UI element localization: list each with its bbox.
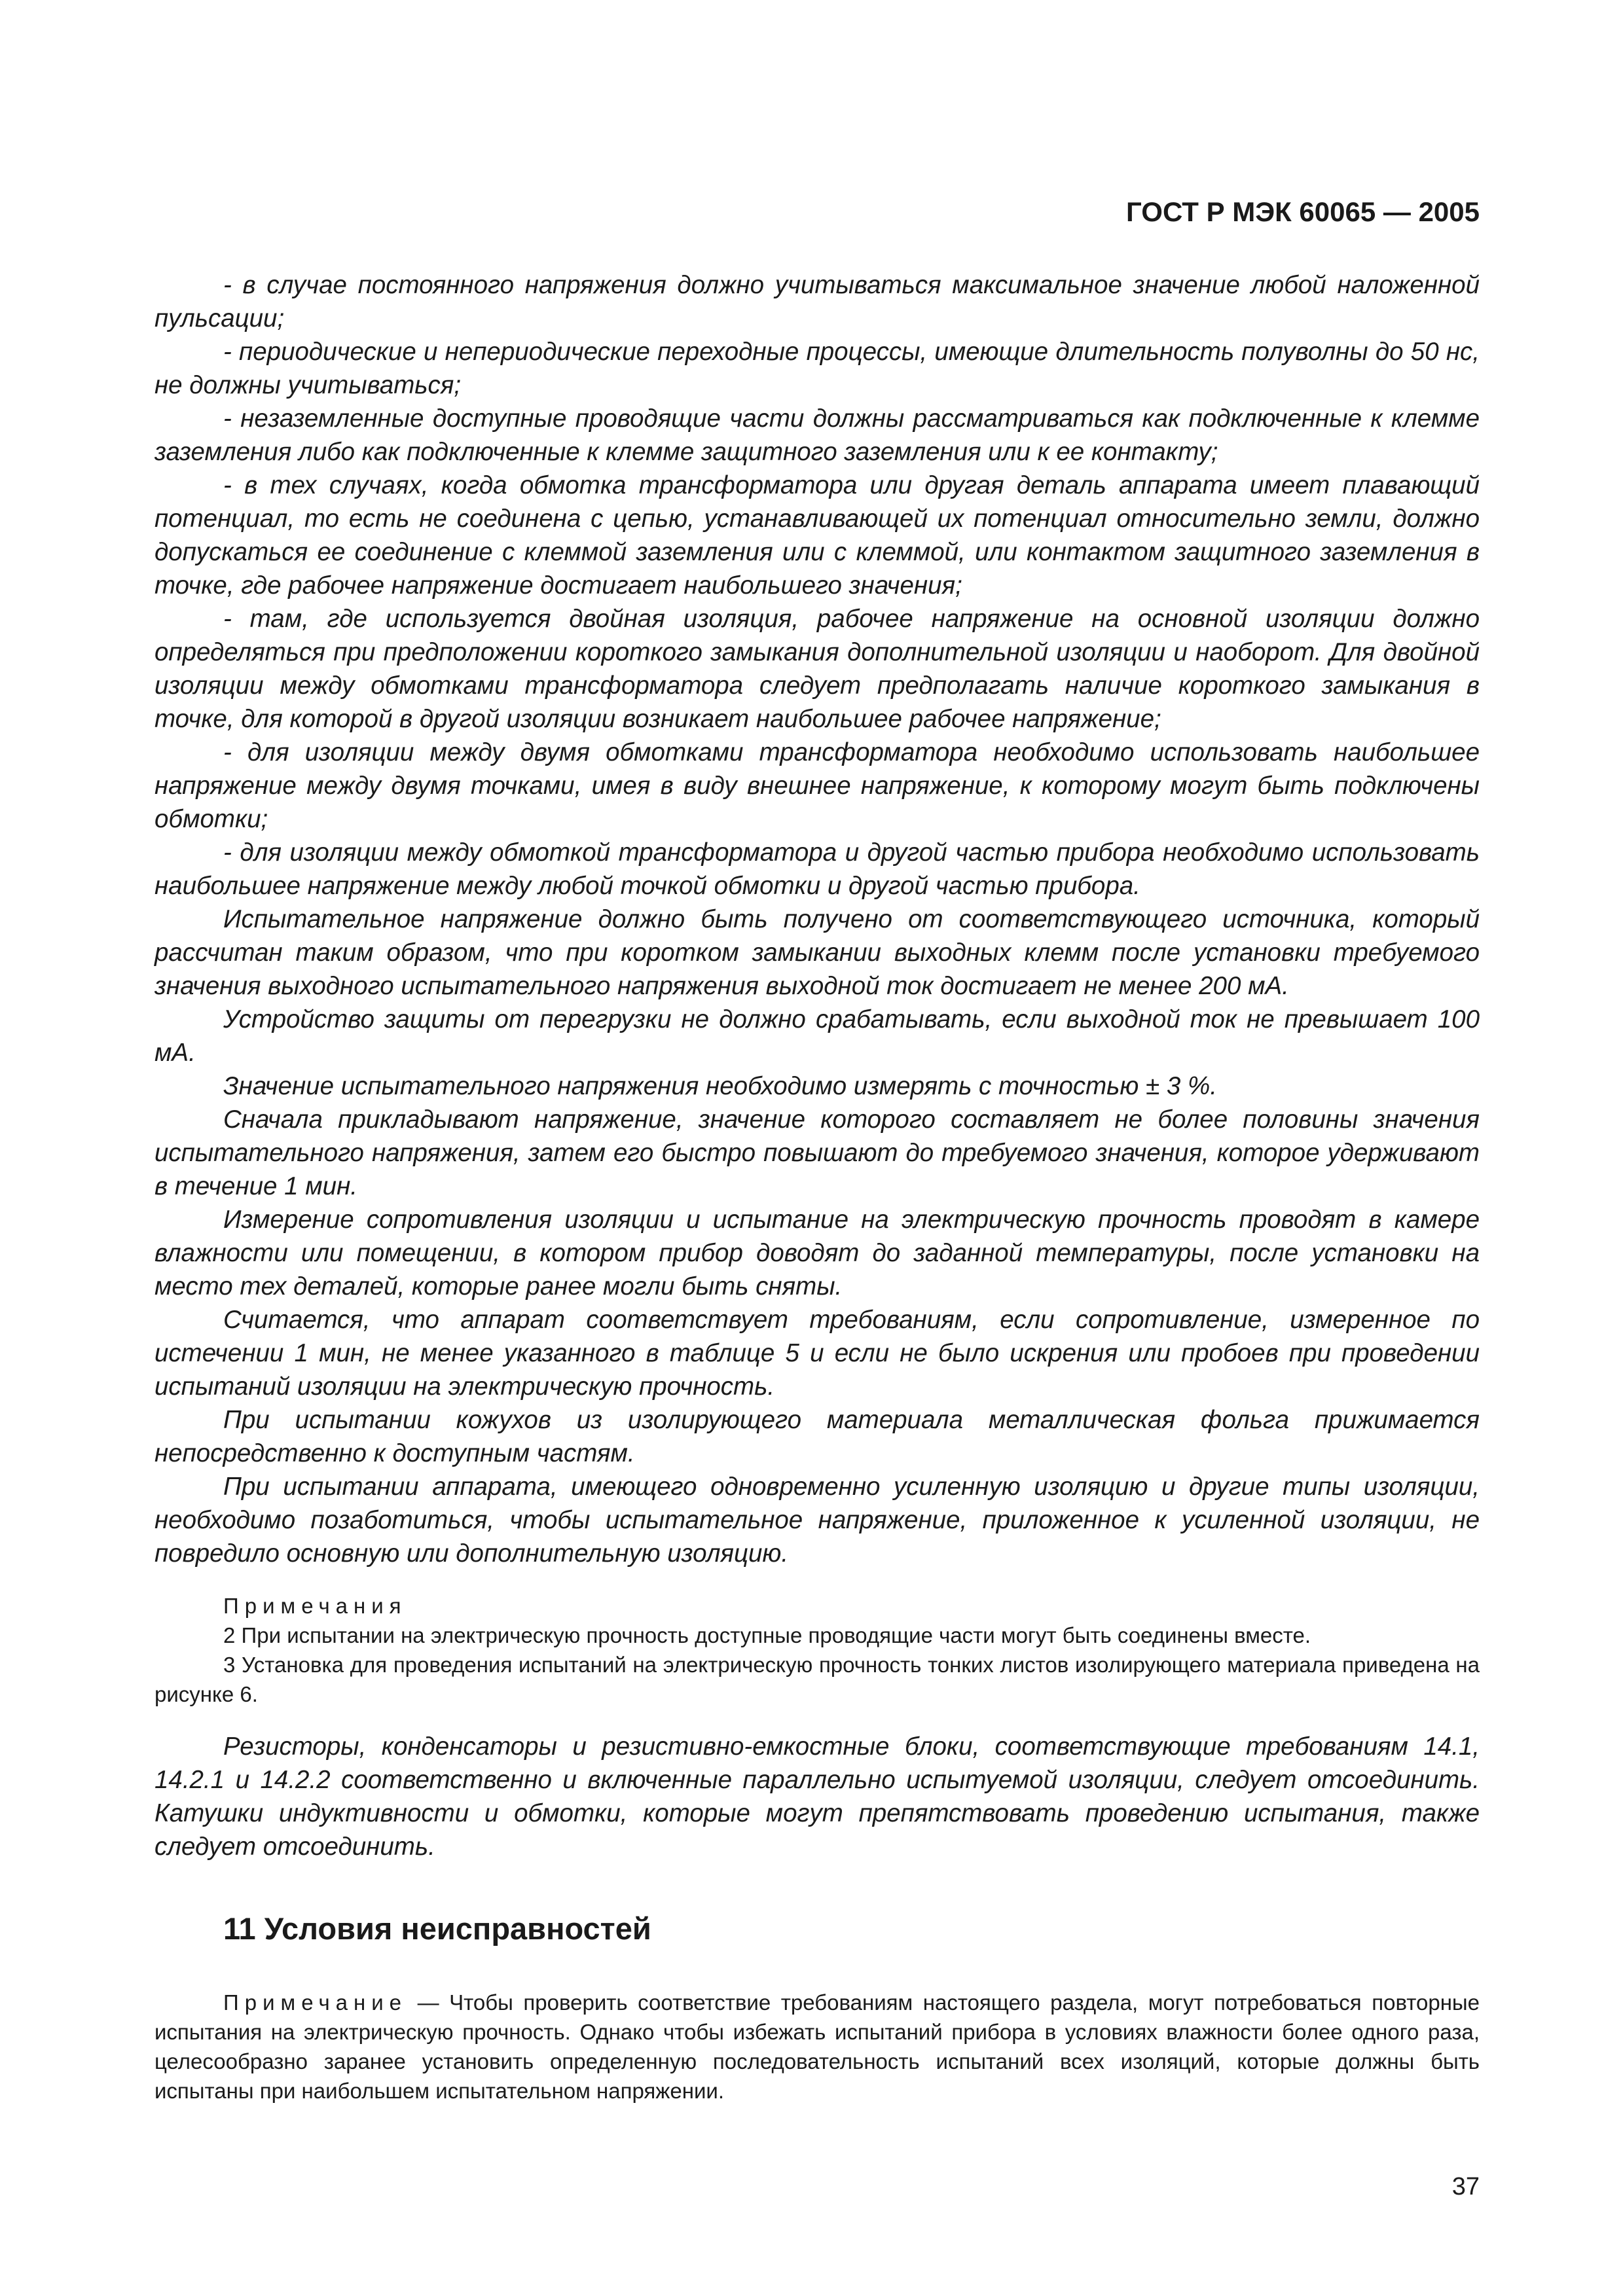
closing-paragraph: Резисторы, конденсаторы и резистивно-емкостные блоки, соответствующие требованиям 14.1, 14.2.1 и 14.2.2 соответственно и включенные параллельно испытуемой изоляции, следует отсоединить. Катушки индуктивности и обмотки, которые могут препятствовать проведению испытания, также следует отсоединить. — [155, 1732, 1480, 1861]
paragraph: Считается, что аппарат соответствует требованиям, если сопротивление, измеренное по истечении 1 мин, не менее указанного в таблице 5 и если не было искрения или пробоев при проведении испытаний изоляции на электрическую прочность. — [155, 1306, 1480, 1401]
notes-block — [155, 1591, 1480, 1709]
paragraph: При испытании кожухов из изолирующего материала металлическая фольга прижимается непосредственно к доступным частям. — [155, 1406, 1480, 1467]
paragraph: - для изоляции между двумя обмотками трансформатора необходимо использовать наибольшее напряжение между двумя точками, имея в виду внешнее напряжение, к которому могут быть подключены обмотки; — [155, 738, 1480, 833]
note-item: 3 Установка для проведения испытаний на электрическую прочность тонких листов изолирующего материала приведена на рисунке 6. — [155, 1653, 1480, 1706]
paragraph: Испытательное напряжение должно быть получено от соответствующего источника, который рассчитан таким образом, что при коротком замыкании выходных клемм после установки требуемого значения выходного испытательного напряжения выходной ток достигает не менее 200 мА. — [155, 905, 1480, 1000]
note-item: 2 При испытании на электрическую прочность доступные проводящие части могут быть соединены вместе. — [223, 1623, 1311, 1647]
paragraph: - там, где используется двойная изоляция, рабочее напряжение на основной изоляции должно определяться при предположении короткого замыкания дополнительной изоляции и наоборот. Для двойной изоляции между обмотками трансформатора следует предполагать наличие короткого замыкания в точке, для которой в другой изоляции возникает наибольшее рабочее напряжение; — [155, 605, 1480, 733]
section-note-text: — Чтобы проверить соответствие требованиям настоящего раздела, могут потребоваться повторные испытания на электрическую прочность. Однако чтобы избежать испытаний прибора в условиях влажности более одного раза, целесообразно заранее установить определенную последовательность испытаний всех изоляций, которые должны быть испытаны при наибольшем испытательном напряжении. — [155, 1990, 1480, 2103]
paragraph: Значение испытательного напряжения необходимо измерять с точностью ± 3 %. — [223, 1072, 1217, 1100]
page-number: 37 — [1451, 2173, 1480, 2200]
paragraph: При испытании аппарата, имеющего одновременно усиленную изоляцию и другие типы изоляции, необходимо позаботиться, чтобы испытательное напряжение, приложенное к усиленной изоляции, не повредило основную или дополнительную изоляцию. — [155, 1473, 1480, 1568]
notes-heading: Примечания — [223, 1594, 407, 1618]
paragraph: - для изоляции между обмоткой трансформатора и другой частью прибора необходимо использовать наибольшее напряжение между любой точкой обмотки и другой частью прибора. — [155, 838, 1480, 900]
section-note — [155, 1988, 1480, 2106]
paragraph: Устройство защиты от перегрузки не должно срабатывать, если выходной ток не превышает 100 мА. — [155, 1005, 1480, 1067]
paragraph: - в случае постоянного напряжения должно учитываться максимальное значение любой наложенной пульсации; — [155, 271, 1480, 332]
paragraph: - незаземленные доступные проводящие части должны рассматриваться как подключенные к клемме заземления либо как подключенные к клемме защитного заземления или к ее контакту; — [155, 404, 1480, 466]
paragraph: Измерение сопротивления изоляции и испытание на электрическую прочность проводят в камере влажности или помещении, в котором прибор доводят до заданной температуры, после установки на место тех деталей, которые ранее могли быть сняты. — [155, 1206, 1480, 1300]
section-note-label: Примечание — [223, 1990, 408, 2015]
paragraph: Сначала прикладывают напряжение, значение которого составляет не более половины значения испытательного напряжения, затем его быстро повышают до требуемого значения, которое удерживают в течение 1 мин. — [155, 1105, 1480, 1200]
section-title: 11 Условия неисправностей — [223, 1911, 651, 1946]
paragraph: - периодические и непериодические переходные процессы, имеющие длительность полуволны до 50 нс, не должны учитываться; — [155, 338, 1480, 399]
document-header: ГОСТ Р МЭК 60065 — 2005 — [1126, 196, 1480, 227]
paragraph: - в тех случаях, когда обмотка трансформатора или другая деталь аппарата имеет плавающий потенциал, то есть не соединена с цепью, устанавливающей их потенциал относительно земли, должно допускаться ее соединение с клеммой заземления или с клеммой, или контактом защитного заземления в точке, где рабочее напряжение достигает наибольшего значения; — [155, 471, 1480, 600]
document-body — [155, 268, 1480, 2106]
